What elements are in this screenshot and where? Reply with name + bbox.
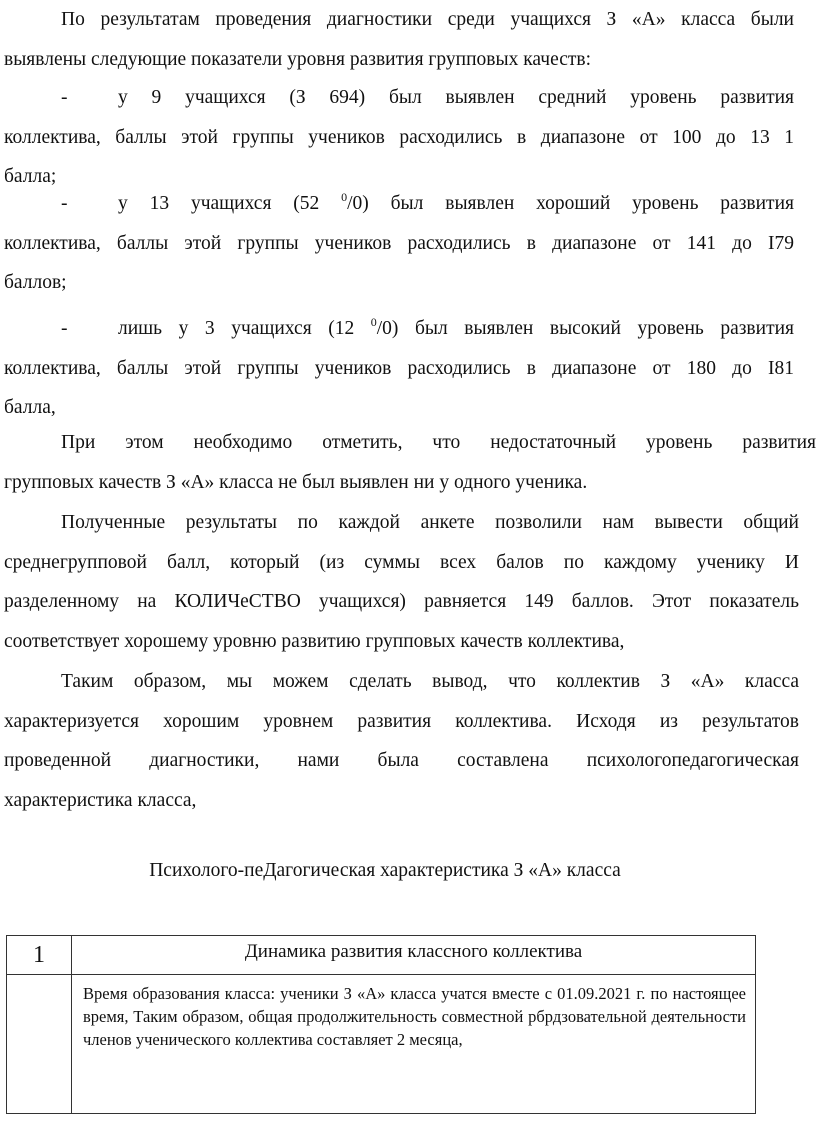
para4-line-2: характеризуется хорошим уровнем развития коллектива. Исходя из результатов [4,710,799,732]
intro-line-1: По результатам проведения диагностики среди учащихся З «А» класса были [61,9,794,30]
table-empty-cell [7,975,72,1114]
para3-line-1: Полученные результаты по каждой анкете позволили нам вывести общий [61,512,799,533]
table-cell-text: Время образования класса: ученики З «А» класса учатся вместе с 01.09.2021 г. по настоящее время, Таким образом, общая продолжительность совместной рбрдзовательной деятельности членов ученического коллектива составляет 2 месяца, [83,984,746,1049]
intro-line-2: выявлены следующие показатели уровня развития групповых качеств: [4,48,592,70]
paragraph-2 [4,423,816,502]
bullet-dash: - [61,318,68,339]
characteristics-table [6,935,756,1114]
para3-line-2: среднегрупповой балл, который (из суммы всех балов по каждому ученику И [4,551,799,573]
table-row [7,975,756,1114]
bullet-1-line-2: коллектива, баллы этой группы учеников расходились в диапазоне от 100 до 13 1 [4,126,794,148]
bullet-item-2 [4,184,794,303]
para2-line-2: групповых качеств З «А» класса не был выявлен ни у одного ученика. [4,471,588,493]
bullet-item-3 [4,309,794,428]
bullet-dash: - [61,193,68,214]
para4-line-4: характеристика класса, [4,789,197,811]
para4-line-1: Таким образом, мы можем сделать вывод, что коллектив З «А» класса [61,671,799,692]
bullet-3-line-3: балла, [4,397,56,418]
para2-line-1: При этом необходимо отметить, что недостаточный уровень развития [61,432,816,453]
table-section-title: Динамика развития классного коллектива [72,936,756,975]
para3-line-3: разделенному на КОЛИЧеСТВО учащихся) равняется 149 баллов. Этот показатель [4,591,799,612]
table-row-number: 1 [7,936,72,975]
bullet-2-line-2: коллектива, баллы этой группы учеников расходились в диапазоне от 141 до І79 [4,232,794,254]
para4-line-3: проведенной диагностики, нами была составлена психологопедагогическая [4,750,799,771]
bullet-3-line-2: коллектива, баллы этой группы учеников расходились в диапазоне от 180 до І81 [4,357,794,379]
bullet-1-line-1: у 9 учащихся (З 694) был выявлен средний уровень развития [118,87,794,108]
bullet-dash: - [61,87,68,108]
bullet-1-line-3: балла; [4,166,57,187]
table-header-row [7,936,756,975]
intro-paragraph [4,0,794,79]
para3-line-4: соответствует хорошему уровню развитию групповых качеств коллектива, [4,630,625,652]
bullet-item-1 [4,78,794,197]
bullet-3-line-1: лишь у 3 учащихся (12 $^0$/0) был выявлен высокий уровень развития [118,315,795,339]
paragraph-3 [4,503,799,661]
section-heading: Психолого-пеДагогическая характеристика З «А» класса [149,860,621,881]
paragraph-4 [4,662,799,820]
bullet-2-line-1: у 13 учащихся (52 $^0$/0) был выявлен хороший уровень развития [118,190,794,214]
table-text-cell [72,975,756,1114]
bullet-2-line-3: баллов; [4,272,67,293]
